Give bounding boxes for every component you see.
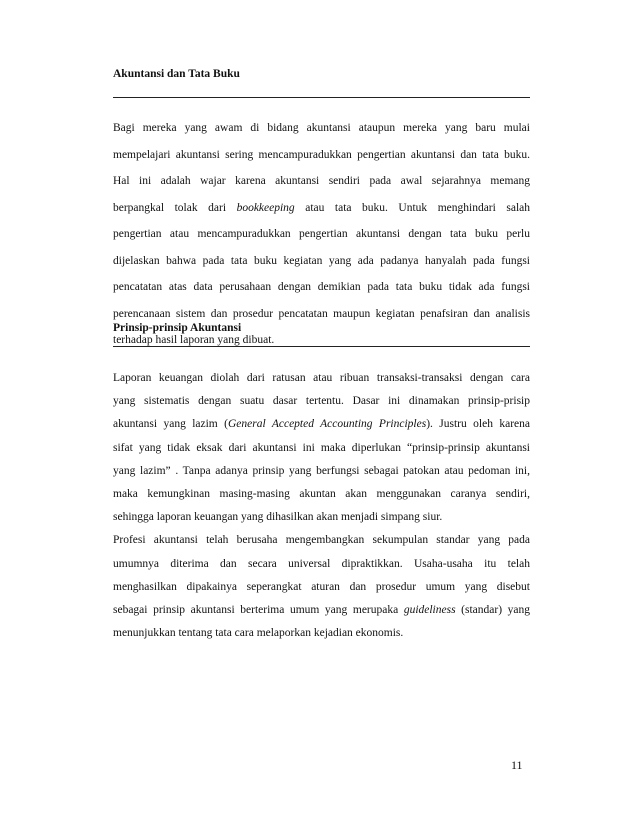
section-title-akuntansi-tata-buku: Akuntansi dan Tata Buku xyxy=(113,68,240,80)
paragraph-line: yang sistematis dengan suatu dasar tertentu. Dasar ini dinamakan prinsip-prisip xyxy=(113,395,530,408)
paragraph-line: Laporan keuangan diolah dari ratusan atau ribuan transaksi-transaksi dengan cara xyxy=(113,372,530,384)
section-title-prinsip-akuntansi: Prinsip-prinsip Akuntansi xyxy=(113,322,242,334)
paragraph-line: berpangkal tolak dari bookkeeping atau tata buku. Untuk menghindari salah xyxy=(113,201,530,214)
page-number: 11 xyxy=(511,758,523,772)
paragraph-line: maka kemungkinan masing-masing akuntan akan menggunakan caranya sendiri, xyxy=(113,488,530,500)
paragraph-line: mempelajari akuntansi sering mencampuradukkan pengertian akuntansi dan tata buku. xyxy=(113,148,530,161)
paragraph-line: pencatatan atas data perusahaan dengan demikian pada tata buku tidak ada fungsi xyxy=(113,281,530,293)
paragraph-line: menghasilkan dipakainya seperangkat aturan dan prosedur umum yang disebut xyxy=(113,580,530,593)
paragraph-line: umumnya diterima dan secara universal dipraktikkan. Usaha-usaha itu telah xyxy=(113,557,530,570)
paragraph-line: perencanaan sistem dan prosedur pencatatan maupun kegiatan penafsiran dan analisis xyxy=(113,307,530,320)
paragraph-line: yang lazim” . Tanpa adanya prinsip yang berfungsi sebagai patokan atau pedoman ini, xyxy=(113,464,530,477)
paragraph-line: Hal ini adalah wajar karena akuntansi sendiri pada awal sejarahnya memang xyxy=(113,175,530,187)
paragraph-line: pengertian atau mencampuradukkan pengertian akuntansi dengan tata buku perlu xyxy=(113,228,530,240)
paragraph-line: sifat yang tidak eksak dari akuntansi ini maka diperlukan “prinsip-prinsip akuntansi xyxy=(113,441,530,454)
paragraph-line: terhadap hasil laporan yang dibuat. xyxy=(113,334,275,346)
paragraph-line: akuntansi yang lazim (General Accepted Accounting Principles). Justru oleh karena xyxy=(113,418,530,431)
paragraph-line: dijelaskan bahwa pada tata buku kegiatan yang ada padanya hanyalah pada fungsi xyxy=(113,254,530,267)
paragraph-line: menunjukkan tentang tata cara melaporkan kejadian ekonomis. xyxy=(113,627,404,640)
paragraph-line: Profesi akuntansi telah berusaha mengembangkan sekumpulan standar yang pada xyxy=(113,534,530,547)
section-divider xyxy=(113,346,530,347)
paragraph-line: Bagi mereka yang awam di bidang akuntansi ataupun mereka yang baru mulai xyxy=(113,122,530,134)
paragraph-line: sehingga laporan keuangan yang dihasilkan akan menjadi simpang siur. xyxy=(113,511,443,524)
paragraph-line: sebagai prinsip akuntansi berterima umum yang merupaka guideliness (standar) yang xyxy=(113,604,530,616)
section-divider xyxy=(113,97,530,98)
